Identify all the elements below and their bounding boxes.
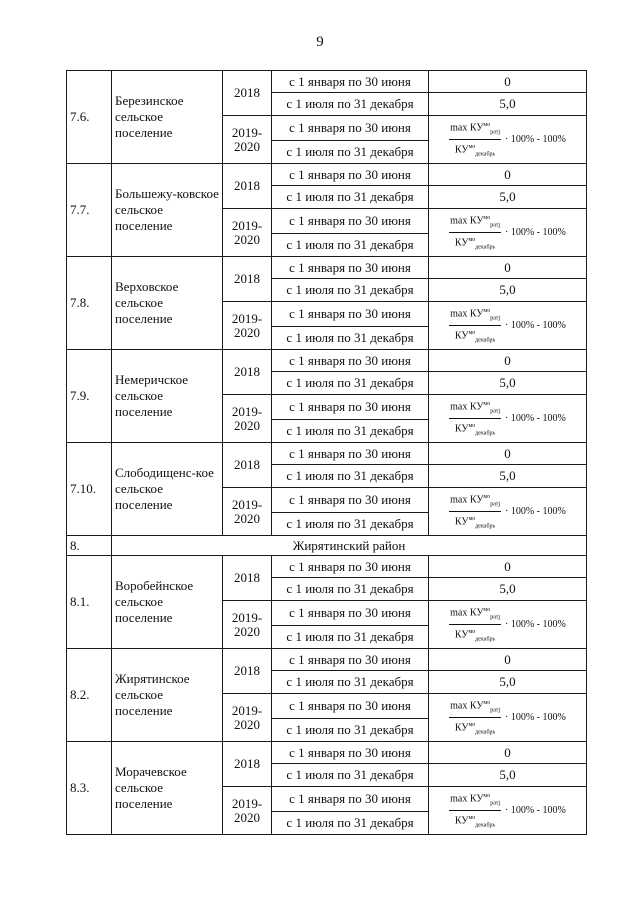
table-row	[67, 556, 587, 578]
period-cell: с 1 июля по 31 декабря	[272, 578, 429, 601]
period-cell: с 1 июля по 31 декабря	[272, 93, 429, 116]
formula-numerator	[449, 697, 501, 718]
year-cell: 2018	[223, 257, 272, 302]
table-row	[67, 443, 587, 465]
district-number: 8.	[67, 536, 112, 556]
formula-fraction	[449, 604, 501, 646]
period-cell: с 1 июля по 31 декабря	[272, 141, 429, 164]
formula-numerator-text: max КУ	[450, 494, 484, 505]
formula-fraction	[449, 697, 501, 739]
formula-numerator-sub: ратj	[490, 501, 501, 507]
value-cell: 0	[429, 742, 587, 764]
formula-numerator-sub: ратj	[490, 129, 501, 135]
formula-numerator-sup: мо	[483, 400, 491, 407]
formula-denominator-sup: мо	[468, 815, 476, 821]
tariff-formula	[432, 119, 583, 161]
value-cell: 5,0	[429, 186, 587, 209]
formula-denominator-sup: мо	[468, 330, 476, 336]
value-cell: 5,0	[429, 671, 587, 694]
formula-numerator	[449, 491, 501, 512]
year-cell: 2018	[223, 556, 272, 601]
settlement-name: Верховское сельское поселение	[112, 257, 223, 350]
formula-denominator-sub: декабрь	[475, 636, 496, 643]
formula-numerator-sup: мо	[483, 493, 491, 500]
formula-denominator-text: КУ	[454, 237, 469, 249]
period-cell: с 1 января по 30 июня	[272, 302, 429, 327]
period-cell: с 1 июля по 31 декабря	[272, 812, 429, 835]
settlement-number: 7.9.	[67, 350, 112, 443]
period-cell: с 1 января по 30 июня	[272, 787, 429, 812]
formula-numerator	[449, 604, 501, 625]
period-cell: с 1 января по 30 июня	[272, 350, 429, 372]
year-cell: 2019-2020	[223, 488, 272, 536]
value-cell: 0	[429, 257, 587, 279]
formula-denominator	[455, 811, 495, 831]
value-cell: 0	[429, 649, 587, 671]
settlement-name: Березинское сельское поселение	[112, 71, 223, 164]
year-cell: 2019-2020	[223, 116, 272, 164]
formula-fraction	[449, 305, 501, 347]
settlement-number: 7.8.	[67, 257, 112, 350]
formula-denominator-sup: мо	[468, 722, 476, 728]
settlement-number: 7.7.	[67, 164, 112, 257]
period-cell: с 1 июля по 31 декабря	[272, 234, 429, 257]
value-cell: 5,0	[429, 764, 587, 787]
table-row	[67, 71, 587, 93]
formula-numerator-sup: мо	[483, 121, 491, 128]
district-row	[67, 536, 587, 556]
formula-denominator-text: КУ	[454, 722, 469, 734]
table-row	[67, 742, 587, 764]
period-cell: с 1 января по 30 июня	[272, 601, 429, 626]
formula-fraction	[449, 790, 501, 832]
formula-denominator-sub: декабрь	[475, 244, 496, 251]
formula-fraction	[449, 491, 501, 533]
value-cell: 0	[429, 350, 587, 372]
period-cell: с 1 января по 30 июня	[272, 257, 429, 279]
formula-denominator-sup: мо	[468, 237, 476, 243]
formula-denominator-sub: декабрь	[475, 729, 496, 736]
formula-numerator-sup: мо	[483, 214, 491, 221]
table-row	[67, 257, 587, 279]
formula-cell	[429, 601, 587, 649]
formula-numerator	[449, 305, 501, 326]
period-cell: с 1 января по 30 июня	[272, 395, 429, 420]
formula-denominator-sub: декабрь	[475, 430, 496, 437]
year-cell: 2019-2020	[223, 209, 272, 257]
period-cell: с 1 июля по 31 декабря	[272, 513, 429, 536]
tariff-formula	[432, 398, 583, 440]
formula-fraction	[449, 119, 501, 161]
value-cell: 5,0	[429, 465, 587, 488]
tariff-formula	[432, 491, 583, 533]
formula-numerator-sup: мо	[483, 699, 491, 706]
formula-denominator-sup: мо	[468, 629, 476, 635]
year-cell: 2019-2020	[223, 302, 272, 350]
formula-denominator-sup: мо	[468, 516, 476, 522]
settlement-name: Большежу-ковское сельское поселение	[112, 164, 223, 257]
tariff-formula	[432, 212, 583, 254]
formula-numerator-text: max КУ	[450, 308, 484, 319]
formula-denominator	[455, 233, 495, 253]
year-cell: 2019-2020	[223, 787, 272, 835]
value-cell: 5,0	[429, 372, 587, 395]
formula-denominator-sub: декабрь	[475, 337, 496, 344]
table-row	[67, 350, 587, 372]
formula-numerator-sub: ратj	[490, 315, 501, 321]
formula-denominator	[455, 512, 495, 532]
formula-tail: · 100% - 100%	[505, 618, 566, 630]
period-cell: с 1 января по 30 июня	[272, 649, 429, 671]
formula-denominator-sup: мо	[468, 423, 476, 429]
period-cell: с 1 июля по 31 декабря	[272, 465, 429, 488]
formula-numerator	[449, 790, 501, 811]
value-cell: 0	[429, 71, 587, 93]
formula-cell	[429, 694, 587, 742]
value-cell: 0	[429, 164, 587, 186]
period-cell: с 1 января по 30 июня	[272, 71, 429, 93]
table-row	[67, 164, 587, 186]
period-cell: с 1 июля по 31 декабря	[272, 626, 429, 649]
settlement-name: Жирятинское сельское поселение	[112, 649, 223, 742]
settlement-number: 7.10.	[67, 443, 112, 536]
tariff-formula	[432, 604, 583, 646]
formula-denominator-text: КУ	[454, 516, 469, 528]
period-cell: с 1 июля по 31 декабря	[272, 420, 429, 443]
formula-numerator-sub: ратj	[490, 614, 501, 620]
year-cell: 2018	[223, 649, 272, 694]
period-cell: с 1 июля по 31 декабря	[272, 186, 429, 209]
formula-denominator	[455, 419, 495, 439]
formula-numerator-sup: мо	[483, 307, 491, 314]
formula-numerator-text: max КУ	[450, 607, 484, 618]
formula-tail: · 100% - 100%	[505, 711, 566, 723]
district-name: Жирятинский район	[112, 536, 587, 556]
formula-numerator-text: max КУ	[450, 122, 484, 133]
page-number: 9	[316, 34, 324, 50]
formula-denominator-sup: мо	[468, 144, 476, 150]
year-cell: 2019-2020	[223, 395, 272, 443]
year-cell: 2018	[223, 164, 272, 209]
period-cell: с 1 января по 30 июня	[272, 116, 429, 141]
tariff-formula	[432, 305, 583, 347]
year-cell: 2018	[223, 443, 272, 488]
period-cell: с 1 января по 30 июня	[272, 443, 429, 465]
value-cell: 0	[429, 556, 587, 578]
period-cell: с 1 июля по 31 декабря	[272, 279, 429, 302]
period-cell: с 1 июля по 31 декабря	[272, 764, 429, 787]
formula-cell	[429, 787, 587, 835]
period-cell: с 1 июля по 31 декабря	[272, 671, 429, 694]
formula-numerator-text: max КУ	[450, 700, 484, 711]
formula-cell	[429, 302, 587, 350]
formula-numerator-sub: ратj	[490, 707, 501, 713]
tariff-formula	[432, 697, 583, 739]
formula-cell	[429, 116, 587, 164]
year-cell: 2019-2020	[223, 601, 272, 649]
formula-cell	[429, 488, 587, 536]
formula-denominator	[455, 625, 495, 645]
formula-numerator	[449, 398, 501, 419]
settlement-number: 8.1.	[67, 556, 112, 649]
formula-numerator	[449, 212, 501, 233]
period-cell: с 1 января по 30 июня	[272, 556, 429, 578]
settlement-name: Морачевское сельское поселение	[112, 742, 223, 835]
formula-denominator-sub: декабрь	[475, 822, 496, 829]
table-row	[67, 649, 587, 671]
formula-numerator-sub: ратj	[490, 800, 501, 806]
value-cell: 0	[429, 443, 587, 465]
formula-tail: · 100% - 100%	[505, 804, 566, 816]
formula-tail: · 100% - 100%	[505, 505, 566, 517]
tariff-formula	[432, 790, 583, 832]
formula-numerator-sub: ратj	[490, 222, 501, 228]
formula-cell	[429, 395, 587, 443]
formula-denominator-text: КУ	[454, 423, 469, 435]
formula-denominator	[455, 326, 495, 346]
formula-denominator	[455, 140, 495, 160]
value-cell: 5,0	[429, 578, 587, 601]
formula-denominator	[455, 718, 495, 738]
settlement-number: 8.3.	[67, 742, 112, 835]
settlement-number: 8.2.	[67, 649, 112, 742]
period-cell: с 1 января по 30 июня	[272, 488, 429, 513]
period-cell: с 1 января по 30 июня	[272, 694, 429, 719]
formula-denominator-sub: декабрь	[475, 151, 496, 158]
formula-numerator-sub: ратj	[490, 408, 501, 414]
settlement-name: Воробейнское сельское поселение	[112, 556, 223, 649]
settlement-number: 7.6.	[67, 71, 112, 164]
year-cell: 2018	[223, 742, 272, 787]
settlement-name: Слободищенс-кое сельское поселение	[112, 443, 223, 536]
formula-denominator-text: КУ	[454, 330, 469, 342]
formula-denominator-text: КУ	[454, 629, 469, 641]
formula-tail: · 100% - 100%	[505, 319, 566, 331]
period-cell: с 1 июля по 31 декабря	[272, 327, 429, 350]
settlement-name: Немеричское сельское поселение	[112, 350, 223, 443]
formula-denominator-text: КУ	[454, 144, 469, 156]
formula-cell	[429, 209, 587, 257]
year-cell: 2018	[223, 71, 272, 116]
year-cell: 2018	[223, 350, 272, 395]
formula-tail: · 100% - 100%	[505, 133, 566, 145]
period-cell: с 1 января по 30 июня	[272, 742, 429, 764]
period-cell: с 1 июля по 31 декабря	[272, 719, 429, 742]
formula-numerator	[449, 119, 501, 140]
formula-numerator-text: max КУ	[450, 793, 484, 804]
formula-denominator-sub: декабрь	[475, 523, 496, 530]
period-cell: с 1 июля по 31 декабря	[272, 372, 429, 395]
formula-denominator-text: КУ	[454, 815, 469, 827]
formula-fraction	[449, 398, 501, 440]
formula-fraction	[449, 212, 501, 254]
formula-tail: · 100% - 100%	[505, 412, 566, 424]
formula-tail: · 100% - 100%	[505, 226, 566, 238]
period-cell: с 1 января по 30 июня	[272, 209, 429, 234]
tariff-table	[66, 70, 587, 835]
formula-numerator-text: max КУ	[450, 215, 484, 226]
formula-numerator-sup: мо	[483, 606, 491, 613]
formula-numerator-sup: мо	[483, 792, 491, 799]
year-cell: 2019-2020	[223, 694, 272, 742]
period-cell: с 1 января по 30 июня	[272, 164, 429, 186]
value-cell: 5,0	[429, 279, 587, 302]
formula-numerator-text: max КУ	[450, 401, 484, 412]
value-cell: 5,0	[429, 93, 587, 116]
